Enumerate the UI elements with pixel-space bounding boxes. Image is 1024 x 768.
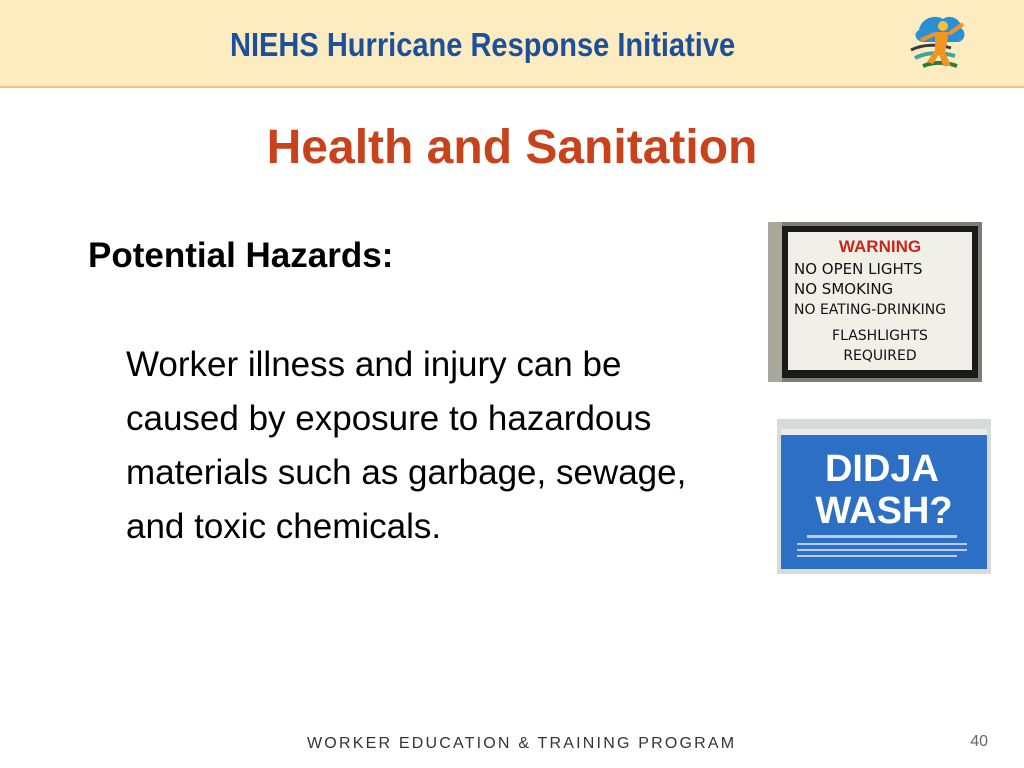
footer-program: WORKER EDUCATION & TRAINING PROGRAM (307, 735, 737, 752)
header-banner (0, 0, 1024, 88)
warning-heading: WARNING (838, 237, 922, 256)
warning-line-4: FLASHLIGHTS (832, 328, 928, 344)
warning-sign-photo (768, 222, 982, 382)
banner-title: NIEHS Hurricane Response Initiative (230, 26, 736, 63)
warning-line-3: NO EATING-DRINKING (794, 302, 947, 318)
didja-line-1: DIDJA (824, 448, 940, 490)
slide-title: Health and Sanitation (266, 121, 758, 174)
body-paragraph: Worker illness and injury can be caused by exposure to hazardous materials such as garbage, sewage, and toxic chemicals. (126, 345, 687, 546)
didja-wash-sign-photo (777, 419, 991, 574)
hurricane-figure-logo-icon (905, 10, 971, 76)
warning-line-1: NO OPEN LIGHTS (794, 260, 923, 278)
page-number: 40 (970, 733, 988, 750)
subheading: Potential Hazards: (88, 236, 394, 275)
warning-line-2: NO SMOKING (794, 280, 894, 298)
didja-line-2: WASH? (815, 490, 953, 532)
warning-line-5: REQUIRED (843, 348, 917, 364)
